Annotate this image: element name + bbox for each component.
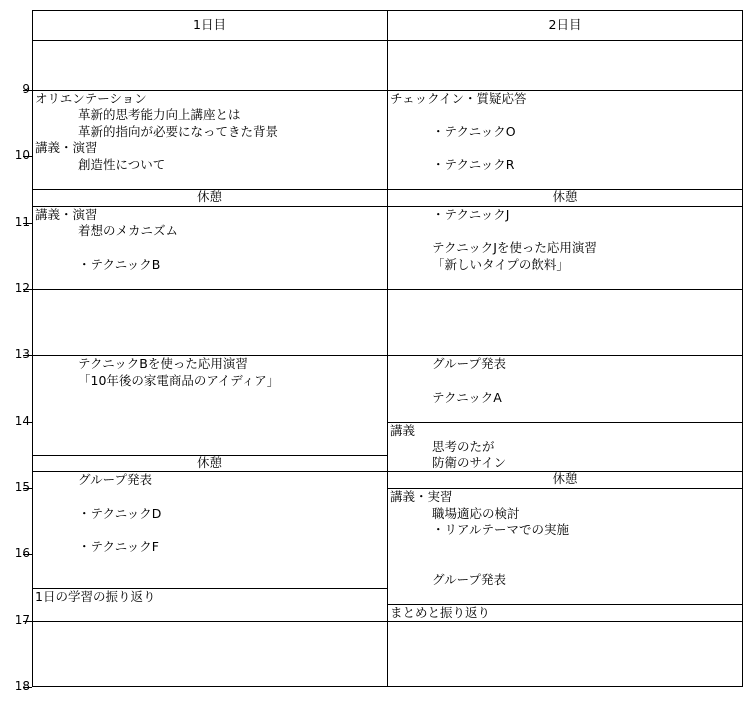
- day2-exercise-line1: テクニックJを使った応用演習: [432, 240, 597, 255]
- day2-technique-j: ・テクニックJ: [432, 207, 510, 222]
- day2-lecture-title: 講義: [390, 423, 416, 438]
- day1-lecture1-title: 講義・演習: [35, 140, 98, 155]
- day2-line-12: [387, 289, 743, 290]
- hour-label-15: 15: [14, 480, 30, 494]
- day2-practice-title: 講義・実習: [390, 489, 453, 504]
- day2-group2-title: グループ発表: [432, 572, 507, 587]
- hour-tick-12: [23, 289, 32, 290]
- hour-tick-10: [23, 156, 32, 157]
- day1-exercise-line2: 「10年後の家電商品のアイディア」: [78, 373, 280, 388]
- day1-review: 1日の学習の振り返り: [35, 589, 156, 604]
- day2-checkin-item2: ・テクニックR: [432, 157, 515, 172]
- hour-tick-15: [23, 488, 32, 489]
- day1-group-item1: ・テクニックD: [78, 506, 162, 521]
- day1-exercise-line1: テクニックBを使った応用演習: [78, 356, 248, 371]
- hour-tick-13: [23, 355, 32, 356]
- hour-label-16: 16: [14, 546, 30, 560]
- hour-tick-11: [23, 223, 32, 224]
- day2-group-title: グループ発表: [432, 356, 507, 371]
- hour-label-14: 14: [14, 414, 30, 428]
- hour-label-9: 9: [22, 82, 30, 96]
- day2-checkin-item1: ・テクニックO: [432, 124, 516, 139]
- day2-technique-a: テクニックA: [432, 390, 502, 405]
- day2-break2-label: 休憩: [552, 471, 578, 486]
- hour-tick-14: [23, 422, 32, 423]
- hour-tick-17: [23, 621, 32, 622]
- day1-orientation-title: オリエンテーション: [35, 91, 147, 106]
- hour-label-18: 18: [14, 679, 30, 693]
- day1-lecture1-item1: 創造性について: [78, 157, 166, 172]
- day1-header: 1日目: [193, 17, 226, 32]
- hour-label-10: 10: [14, 148, 30, 162]
- day2-exercise-line2: 「新しいタイプの飲料」: [432, 257, 569, 272]
- day2-break1-label: 休憩: [552, 189, 578, 204]
- day1-line-17: [32, 621, 387, 622]
- day2-header: 2日目: [548, 17, 582, 32]
- day2-practice-item1: 職場適応の検討: [432, 506, 520, 521]
- hour-tick-16: [23, 554, 32, 555]
- hour-label-12: 12: [14, 281, 30, 295]
- day1-lecture2-item2: ・テクニックB: [78, 257, 161, 272]
- day1-orientation-item2: 革新的指向が必要になってきた背景: [78, 124, 279, 139]
- hour-label-17: 17: [14, 613, 30, 627]
- day1-break2-label: 休憩: [196, 455, 222, 470]
- day1-group-item2: ・テクニックF: [78, 539, 159, 554]
- header-divider: [32, 40, 743, 41]
- hour-label-13: 13: [14, 347, 30, 361]
- day1-lecture2-title: 講義・演習: [35, 207, 98, 222]
- hour-label-11: 11: [14, 215, 30, 229]
- day2-lecture-item2: 防衛のサイン: [432, 455, 507, 470]
- day2-wrapup: まとめと振り返り: [390, 605, 491, 620]
- day2-line-17: [387, 621, 743, 622]
- day1-group-title: グループ発表: [78, 472, 153, 487]
- hour-tick-18: [23, 687, 32, 688]
- day1-line-12: [32, 289, 387, 290]
- hour-tick-9: [23, 90, 32, 91]
- day2-lecture-item1: 思考のたが: [432, 439, 495, 454]
- day1-orientation-item1: 革新的思考能力向上講座とは: [78, 107, 241, 122]
- day2-line-14: [387, 422, 743, 423]
- day2-checkin-title: チェックイン・質疑応答: [390, 91, 527, 106]
- day2-practice-item2: ・リアルテーマでの実施: [432, 522, 570, 537]
- column-divider: [387, 10, 388, 687]
- day1-break1-label: 休憩: [196, 189, 222, 204]
- day1-lecture2-item1: 着想のメカニズム: [78, 223, 179, 238]
